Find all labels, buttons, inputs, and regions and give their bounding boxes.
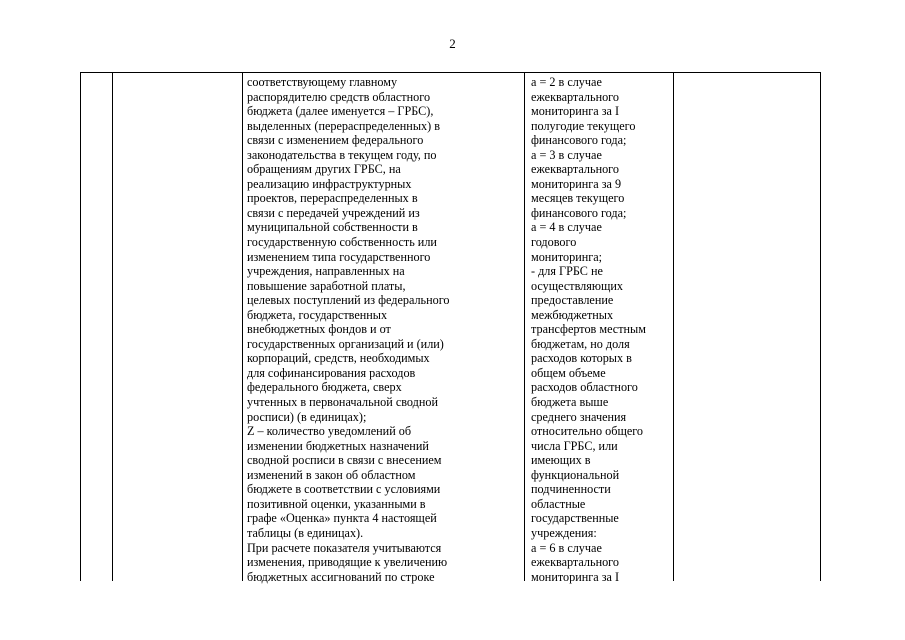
text-line: мониторинга за 9 [531,176,622,191]
text-line: проектов, перераспределенных в [247,191,418,206]
text-line: мониторинга за I [531,569,620,584]
text-line: росписи) (в единицах); [247,409,367,424]
text-line: финансового года; [531,205,627,220]
text-line: ежеквартального [531,555,619,570]
page-number: 2 [449,36,456,51]
text-line: изменений в закон об областном [247,467,416,482]
text-line: выделенных (перераспределенных) в [247,118,440,133]
text-line: изменением типа государственного [247,249,431,264]
text-line: общем объеме [531,365,606,380]
text-line: осуществляющих [531,278,623,293]
text-line: сводной росписи в связи с внесением [247,453,442,468]
column-divider-1 [112,73,113,581]
text-line: годового [531,235,577,250]
text-line: графе «Оценка» пункта 4 настоящей [247,511,437,526]
text-line: a = 3 в случае [531,147,602,162]
column-divider-2 [242,73,243,581]
text-line: связи с передачей учреждений из [247,205,420,220]
text-line: государственных организаций и (или) [247,336,444,351]
text-line: межбюджетных [531,307,614,322]
text-line: связи с изменением федерального [247,133,424,148]
text-line: a = 2 в случае [531,75,602,89]
table-cell-description [247,75,450,584]
text-line: позитивной оценки, указанными в [247,496,426,511]
text-line: При расчете показателя учитываются [247,540,442,555]
text-line: функциональной [531,467,620,482]
text-line: реализацию инфраструктурных [247,176,412,191]
text-line: учреждения: [531,525,597,540]
column-divider-3 [524,73,525,581]
text-line: Z – количество уведомлений об [247,424,412,439]
text-line: бюджета, государственных [247,307,388,322]
text-line: числа ГРБС, или [531,438,618,453]
document-table [80,72,821,584]
text-line: целевых поступлений из федерального [247,293,450,308]
column-divider-4 [673,73,674,581]
text-line: бюджета выше [531,395,609,410]
text-line: повышение заработной платы, [247,278,406,293]
text-line: бюджета (далее именуется – ГРБС), [247,104,434,119]
text-line: имеющих в [531,453,591,468]
text-line: учреждения, направленных на [247,264,405,279]
text-line: государственные [531,511,619,526]
text-line: месяцев текущего [531,191,625,206]
text-line: бюджетам, но доля [531,336,630,351]
text-line: изменении бюджетных назначений [247,438,429,453]
text-line: для софинансирования расходов [247,365,416,380]
text-line: ежеквартального [531,162,619,177]
text-line: мониторинга за I [531,104,620,119]
text-line: обращениям других ГРБС, на [247,162,401,177]
text-line: распорядителю средств областного [247,89,431,104]
text-line: - для ГРБС не [531,264,603,279]
text-line: федерального бюджета, сверх [247,380,402,395]
text-line: изменения, приводящие к увеличению [247,555,448,570]
text-line: ежеквартального [531,89,619,104]
text-line: подчиненности [531,482,611,497]
text-line: бюджете в соответствии с условиями [247,482,441,497]
text-line: областные [531,496,586,511]
text-line: соответствующему главному [247,75,398,89]
text-line: трансфертов местным [531,322,646,337]
text-line: муниципальной собственности в [247,220,418,235]
text-line: полугодие текущего [531,118,636,133]
text-line: расходов областного [531,380,638,395]
table-cell-coefficient [531,75,646,584]
text-line: относительно общего [531,424,644,439]
text-line: мониторинга; [531,249,603,264]
text-line: расходов которых в [531,351,632,366]
text-line: среднего значения [531,409,627,424]
text-line: предоставление [531,293,614,308]
text-line: a = 6 в случае [531,540,602,555]
text-line: законодательства в текущем году, по [247,147,437,162]
text-line: таблицы (в единицах). [247,525,364,540]
text-line: государственную собственность или [247,235,437,250]
text-line: учтенных в первоначальной сводной [247,395,439,410]
text-line: бюджетных ассигнований по строке [247,569,435,584]
text-line: корпораций, средств, необходимых [247,351,430,366]
text-line: a = 4 в случае [531,220,602,235]
text-line: финансового года; [531,133,627,148]
text-line: внебюджетных фондов и от [247,322,391,337]
